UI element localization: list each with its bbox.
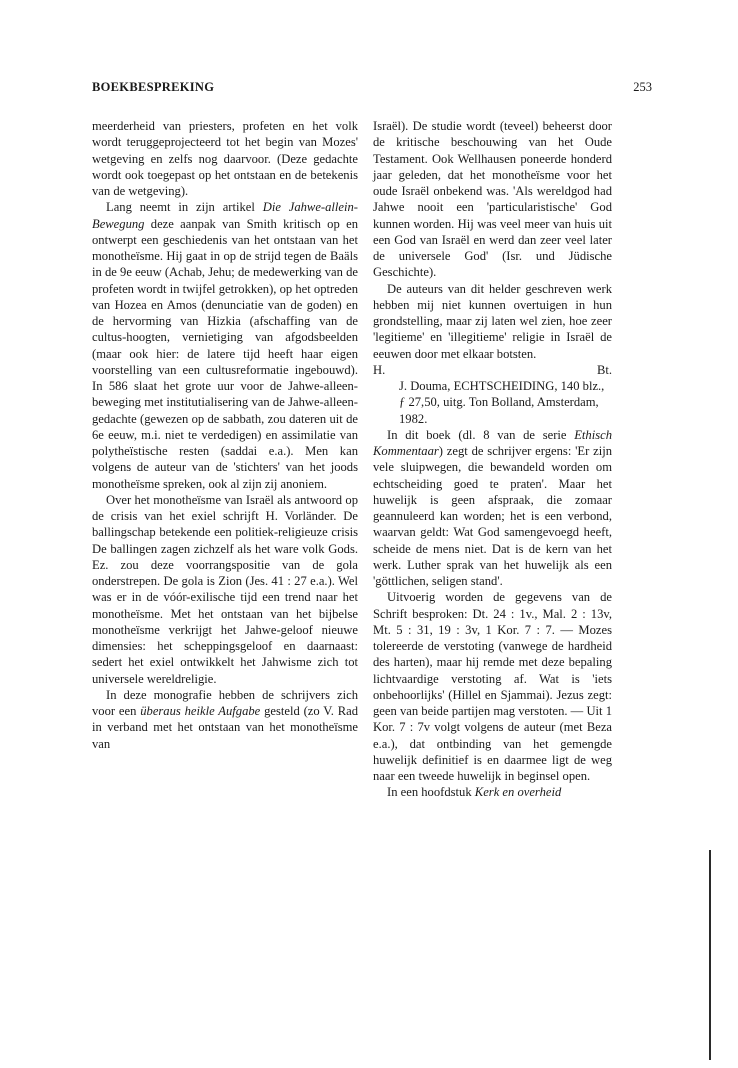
left-paragraph-4 [92, 687, 358, 752]
right-paragraph-3 [373, 427, 612, 590]
left-paragraph-1: meerderheid van priesters, profeten en het volk wordt teruggeprojecteerd tot het begin van Mozes' wetgeving en zelfs nog daarvoor. (Deze gedachte wordt ook toegepast op het ontstaan en de betekenis van de wetgeving). [92, 119, 358, 198]
chapter-title: Kerk en overheid [474, 785, 562, 800]
right-paragraph-1: Israël). De studie wordt (teveel) beheerst door de kritische beschouwing van het Oude Testament. Ook Wellhausen poneerde honderd jaar geleden, dat het monotheïsme voor het oude Israël onbekend was. 'Als wereldgod had Jahwe nooit een 'particularistische' God kunnen worden. Hij was veel meer van huis uit een God van Israël en werd dan zeer veel later de universele God' (Isr. und Jüdische Geschichte). [373, 119, 612, 280]
review-signature [373, 362, 612, 378]
right-paragraph-4: Uitvoerig worden de gegevens van de Schrift besproken: Dt. 24 : 1v., Mal. 2 : 13v, Mt. 5 : 31, 19 : 3v, 1 Kor. 7 : 7. — Mozes tolereerde de verstoting (vanwege de hardheid des harten), maar hij remde met deze bepaling lichtvaardige verstoting af. Wat is 'iets onbehoorlijks' (Hillel en Sjammai). Jezus zegt: geen van beide partijen mag verstoten. — Uit 1 Kor. 7 : 7v volgt volgens de auteur (met Beza e.a.), dat ontbinding van het gemengde huwelijk definitief is en daarmee ligt de weg naar een tweede huwelijk in beginsel open. [373, 590, 612, 783]
article-title: Die Jahwe-allein-Bewegung [92, 200, 358, 231]
left-paragraph-3: Over het monotheïsme van Israël als antwoord op de crisis van het exiel schrijft H. Vorländer. De ballingschap betekende een politiek-religieuze crisis De ballingen zagen zichzelf als het ware volk Gods. Ez. zou deze voorrangspositie van de gola onderstrepen. De gola is Zion (Jes. 41 : 27 e.a.). Wel was er in de vóór-exilische tijd een trend naar het monotheïsme. Met het ontstaan van het bijbelse monotheïsme verkrijgt het Jahwe-geloof nieuwe dimensies: het scheppingsgeloof en daarnaast: sedert het exiel ontwikkelt het Jahwisme zich tot universele wereldreligie. [92, 492, 358, 686]
left-p2-text-b: deze aanpak van Smith kritisch op en ontwerpt een geschiedenis van het ontstaan van het monotheïsme. Hij gaat in op de strijd tegen de Baäls in de 9e eeuw (Achab, Jehu; de medewerking van de profeten wordt in twijfel getrokken), op het optreden van Hozea en Amos (denunciatie van de goden) en de hervorming van Hizkia (afschaffing van de cultus-hoogten, vernietiging van afgodsbeelden (maar ook hier: de latere tijd heeft haar eigen voorstelling van een cultusreformatie ingebouwd). In 586 slaat het grote uur voor de Jahwe-alleen-beweging met institutialisering van de Jahwe-alleen-gedachte (gewezen op de sabbath, zou dateren uit de 6e eeuw, m.i. niet te verdedigen) en assimilatie van polytheïstische resten (saddai e.a.). Men kan volgens de auteur van de 'stichters' van het joods monotheïsme spreken, ook al zijn zij anoniem. [92, 216, 358, 491]
left-paragraph-2 [92, 199, 358, 492]
review-book-header: J. Douma, ECHTSCHEIDING, 140 blz., ƒ 27,50, uitg. Ton Bolland, Amsterdam, 1982. [399, 379, 605, 426]
quoted-phrase: überaus heikle Aufgabe [140, 704, 261, 718]
signature-abbrev: Bt. [596, 362, 612, 377]
left-p4-text-b: gesteld (zo V. Rad in verband met het ontstaan van het monotheïsme van [92, 704, 359, 751]
running-title: BOEKBESPREKING [92, 80, 215, 94]
page-number: 253 [633, 80, 652, 94]
right-column [373, 118, 612, 801]
signature-initial: H. [373, 362, 386, 377]
scan-edge-line [709, 850, 711, 1060]
series-title: Ethisch Kommentaar [373, 427, 612, 458]
left-p2-text-a: Lang neemt in zijn artikel [106, 200, 263, 215]
right-p3-text-a: In dit boek (dl. 8 van de serie [387, 427, 575, 442]
left-column [92, 118, 358, 752]
right-p3-text-b: ) zegt de schrijver ergens: 'Er zijn vele sluipwegen, die bewandeld worden om echtscheiding goed te praten'. Maar het huwelijk is geen afspraak, die zomaar geannuleerd kan worden; het is een verbond, waarvan geldt: Wat God samengevoegd heeft, scheide de mens niet. Dat is de kern van het werk. Luther sprak van het huwelijk als een 'göttlichen, seligen stand'. [373, 444, 612, 588]
right-paragraph-2: De auteurs van dit helder geschreven werk hebben mij niet kunnen overtuigen in hun grondstelling, maar zij laten wel zien, hoe zeer 'legitieme' en 'illegitieme' religie in Israël de eeuwen door met elkaar botsten. [373, 281, 612, 361]
right-paragraph-5 [373, 784, 612, 800]
left-p4-text-a: In deze monografie hebben de schrijvers zich voor een [92, 687, 358, 718]
right-p5-text-a: In een hoofdstuk [387, 785, 475, 800]
